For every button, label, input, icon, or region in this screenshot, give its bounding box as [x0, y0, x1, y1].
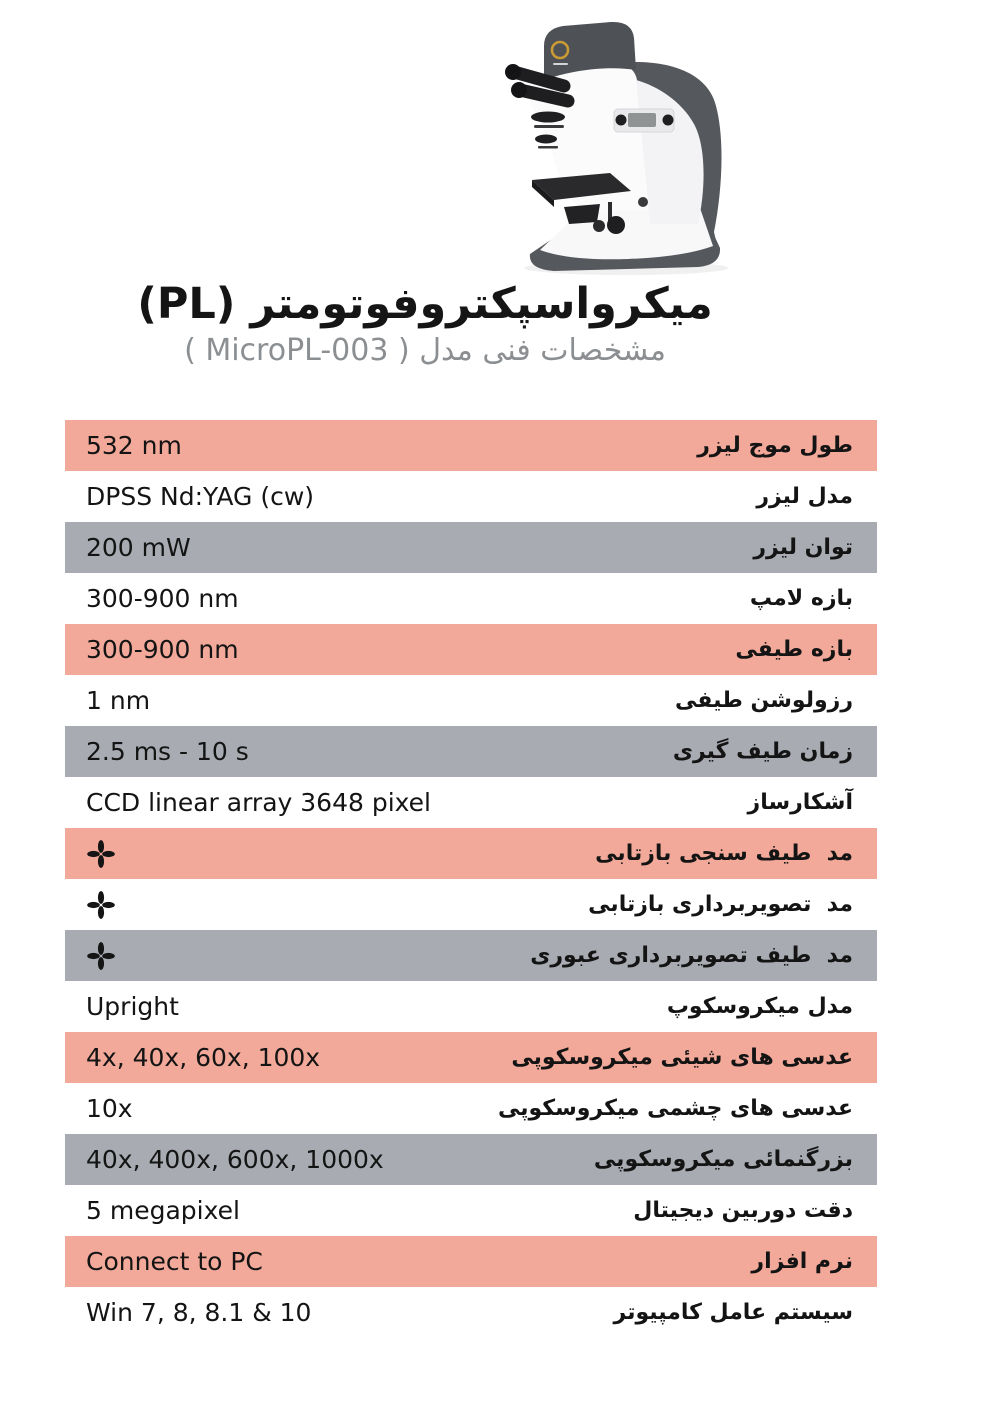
feature-available-icon	[65, 941, 116, 971]
spec-label: سیستم عامل کامپیوتر	[613, 1300, 853, 1325]
spec-value: 2.5 ms - 10 s	[86, 737, 249, 766]
spec-label: طول موج لیزر	[697, 433, 853, 458]
header	[25, 280, 825, 369]
spec-row	[65, 1083, 877, 1134]
spec-label: توان لیزر	[753, 535, 853, 560]
spec-value: DPSS Nd:YAG (cw)	[86, 482, 315, 511]
spec-value: 300-900 nm	[86, 584, 239, 613]
spec-row	[65, 1236, 877, 1287]
spec-value: Connect to PC	[86, 1247, 263, 1276]
spec-row	[65, 675, 877, 726]
page-subtitle: مشخصات فنی مدل ( MicroPL-003 )	[184, 333, 666, 369]
spec-label: مدل لیزر	[756, 484, 853, 509]
spec-row	[65, 420, 877, 471]
spec-value: 10x	[86, 1094, 133, 1123]
spec-row	[65, 726, 877, 777]
spec-label: مد طیف سنجی بازتابی	[595, 841, 853, 866]
spec-row	[65, 624, 877, 675]
spec-value: 5 megapixel	[86, 1196, 240, 1225]
spec-label: زمان طیف گیری	[672, 739, 853, 764]
four-petal-asterisk-icon	[86, 839, 116, 869]
four-petal-asterisk-icon	[86, 941, 116, 971]
spec-label: عدسی های چشمی میکروسکوپی	[497, 1096, 853, 1121]
spec-value: 300-900 nm	[86, 635, 239, 664]
feature-available-icon	[65, 890, 116, 920]
spec-label: نرم افزار	[751, 1249, 853, 1274]
spec-row	[65, 1134, 877, 1185]
microscope-illustration	[468, 10, 768, 278]
spec-label: مد طیف تصویربرداری عبوری	[530, 943, 853, 968]
spec-label: دقت دوربین دیجیتال	[633, 1198, 853, 1223]
eyepiece-cap-icon	[505, 64, 521, 80]
spec-row	[65, 930, 877, 981]
spec-value: 200 mW	[86, 533, 191, 562]
spec-row	[65, 573, 877, 624]
spec-label: بازه طیفی	[735, 637, 853, 662]
spec-label: بزرگنمائی میکروسکوپی	[593, 1147, 853, 1172]
spec-value: 40x, 400x, 600x, 1000x	[86, 1145, 384, 1174]
spec-row	[65, 471, 877, 522]
spec-value: CCD linear array 3648 pixel	[86, 788, 432, 817]
feature-available-icon	[65, 839, 116, 869]
spec-value: Win 7, 8, 8.1 & 10	[86, 1298, 312, 1327]
spec-label: بازه لامپ	[749, 586, 853, 611]
spec-table	[65, 420, 877, 1338]
page-title: میکرواسپکتروفوتومتر (PL)	[137, 279, 713, 329]
spec-row	[65, 981, 877, 1032]
spec-label: مدل میکروسکوپ	[666, 994, 853, 1019]
microscope-image	[468, 10, 768, 278]
spec-row	[65, 879, 877, 930]
four-petal-asterisk-icon	[86, 890, 116, 920]
spec-label: عدسی های شیئی میکروسکوپی	[511, 1045, 853, 1070]
spec-row	[65, 1287, 877, 1338]
eyepiece-cap-icon	[511, 82, 527, 98]
lcd-panel	[614, 109, 674, 132]
base-screw-icon	[638, 197, 648, 207]
spec-label: رزولوشن طیفی	[675, 688, 853, 713]
spec-value: Upright	[86, 992, 179, 1021]
spec-value: 4x, 40x, 60x, 100x	[86, 1043, 321, 1072]
spec-row	[65, 522, 877, 573]
spec-row	[65, 828, 877, 879]
spec-value: 1 nm	[86, 686, 151, 715]
spec-row	[65, 777, 877, 828]
spec-label: مد تصویربرداری بازتابی	[588, 892, 853, 917]
spec-row	[65, 1032, 877, 1083]
camera-logo-text	[553, 63, 568, 65]
spec-label: آشکارساز	[747, 790, 853, 815]
spec-value: 532 nm	[86, 431, 182, 460]
spec-row	[65, 1185, 877, 1236]
